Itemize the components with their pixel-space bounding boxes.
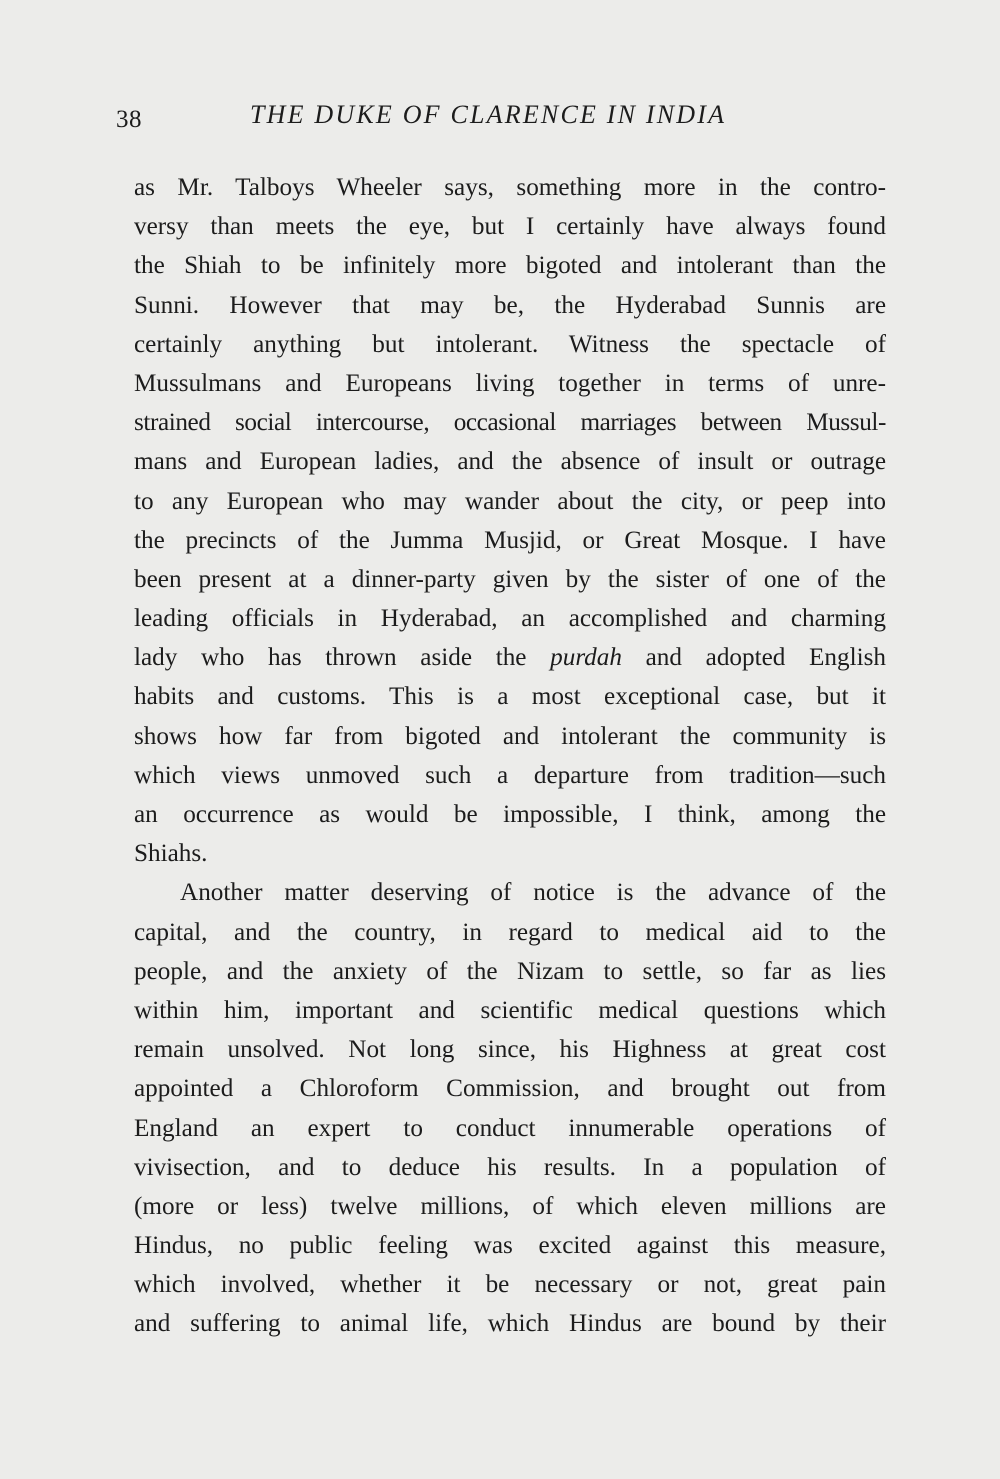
text-line: the precincts of the Jumma Musjid, or Great Mosque. I have [134, 526, 886, 554]
running-head: THE DUKE OF CLARENCE IN INDIA [250, 100, 727, 129]
text-line: Sunni. However that may be, the Hyderabad Sunnis are [134, 291, 886, 319]
text-line: vivisection, and to deduce his results. In a population of [134, 1153, 886, 1181]
text-line: and suffering to animal life, which Hindus are bound by their [134, 1310, 886, 1338]
text-line: as Mr. Talboys Wheeler says, something more in the contro- [134, 174, 886, 201]
body-text [134, 168, 886, 1344]
italic-word: purdah [550, 644, 622, 672]
text-fragment: lady who has thrown aside the [134, 644, 551, 672]
text-line: habits and customs. This is a most exceptional case, but it [134, 683, 886, 711]
text-line: the Shiah to be infinitely more bigoted and intolerant than the [134, 252, 886, 280]
text-line: which views unmoved such a departure from tradition—such [134, 761, 886, 789]
text-line: Mussulmans and Europeans living together in terms of unre- [134, 369, 886, 397]
page-number: 38 [116, 106, 142, 133]
text-line: to any European who may wander about the city, or peep into [134, 487, 886, 515]
text-line: certainly anything but intolerant. Witness the spectacle of [134, 330, 886, 358]
text-line: been present at a dinner-party given by the sister of one of the [134, 565, 886, 593]
page-header [116, 96, 906, 140]
text-line-with-italic [134, 638, 886, 677]
text-line: remain unsolved. Not long since, his Highness at great cost [134, 1036, 886, 1064]
text-line: which involved, whether it be necessary or not, great pain [134, 1271, 886, 1299]
text-line: an occurrence as would be impossible, I think, among the [134, 801, 886, 828]
text-fragment: and adopted English [621, 644, 886, 672]
text-line: shows how far from bigoted and intolerant the community is [134, 722, 886, 750]
text-line: capital, and the country, in regard to medical aid to the [134, 918, 886, 946]
text-line: Hindus, no public feeling was excited against this measure, [134, 1232, 886, 1260]
text-line: leading officials in Hyderabad, an accomplished and charming [134, 605, 886, 633]
text-line: mans and European ladies, and the absence of insult or outrage [134, 448, 886, 476]
text-line: (more or less) twelve millions, of which eleven millions are [134, 1192, 886, 1220]
text-line: versy than meets the eye, but I certainly have always found [134, 213, 886, 241]
text-line: Shiahs. [134, 840, 208, 868]
text-line: England an expert to conduct innumerable operations of [134, 1114, 886, 1142]
text-line: within him, important and scientific medical questions which [134, 996, 886, 1024]
text-line: appointed a Chloroform Commission, and brought out from [134, 1075, 886, 1103]
text-line: strained social intercourse, occasional marriages between Mussul- [134, 409, 886, 437]
text-line: Another matter deserving of notice is the advance of the [180, 879, 886, 907]
text-line: people, and the anxiety of the Nizam to settle, so far as lies [134, 957, 886, 985]
